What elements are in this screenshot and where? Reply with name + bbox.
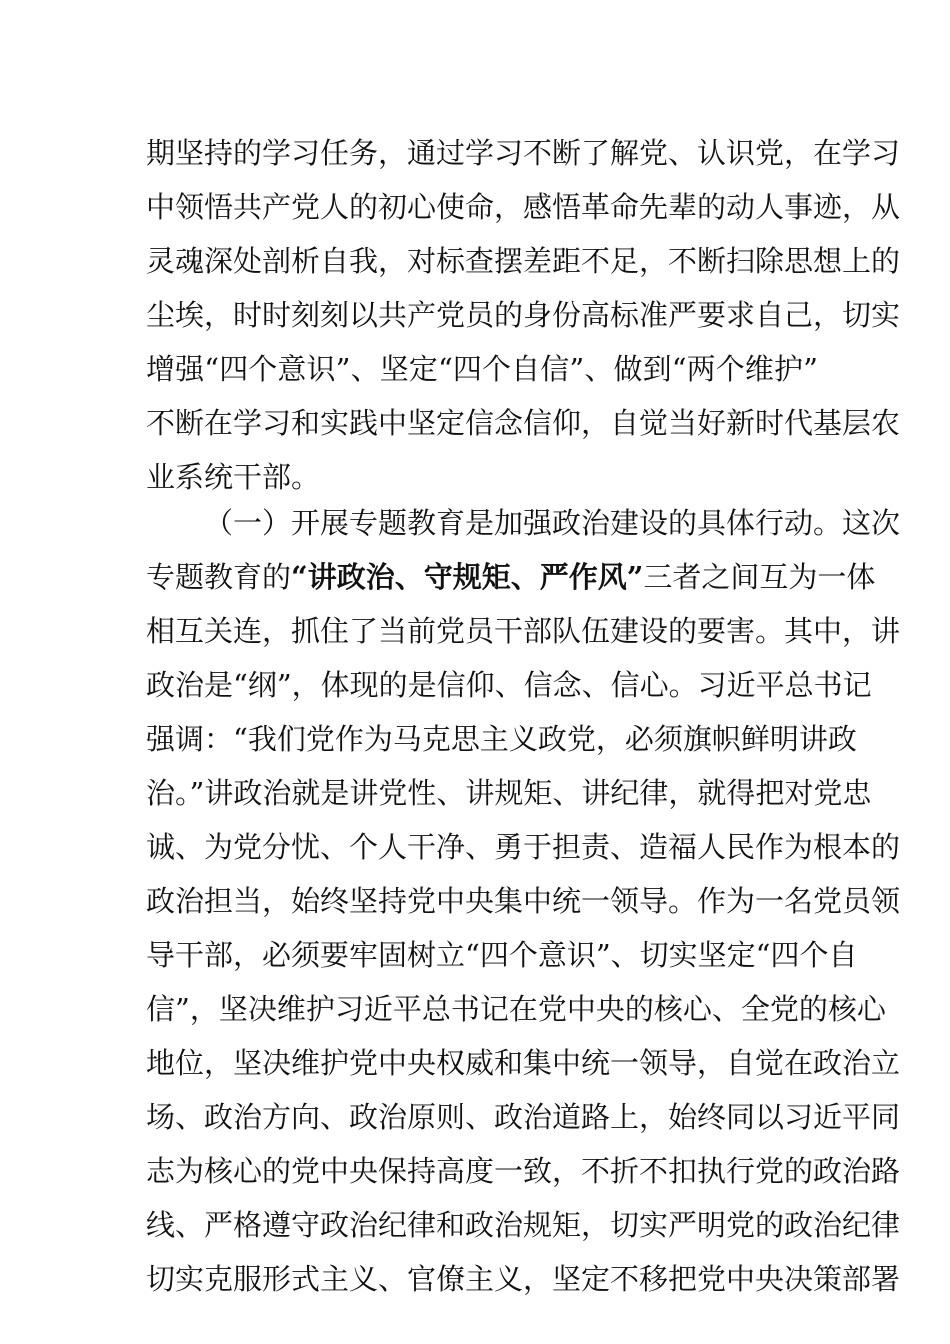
emphasis-text: “讲政治、守规矩、严作风”	[291, 560, 644, 594]
text-line: 相互关连，抓住了当前党员干部队伍建设的要害。其中，讲	[146, 614, 901, 648]
text-line: 治。”讲政治就是讲党性、讲规矩、讲纪律，就得把对党忠	[146, 776, 872, 810]
text-line: 期坚持的学习任务，通过学习不断了解党、认识党，在学习	[146, 136, 901, 170]
section-heading-line: （一）开展专题教育是加强政治建设的具体行动。这次	[204, 506, 901, 540]
text-line: 强调：“我们党作为马克思主义政党，必须旗帜鲜明讲政	[146, 722, 857, 756]
text-line: 中领悟共产党人的初心使命，感悟革命先辈的动人事迹，从	[146, 190, 901, 224]
text-line: 线、严格遵守政治纪律和政治规矩，切实严明党的政治纪律	[146, 1208, 901, 1242]
text-line: 政治是“纲”，体现的是信仰、信念、信心。习近平总书记	[146, 668, 872, 702]
text-line: 诚、为党分忧、个人干净、勇于担责、造福人民作为根本的	[146, 830, 901, 864]
text-line: 地位，坚决维护党中央权威和集中统一领导，自觉在政治立	[146, 1046, 901, 1080]
text-line: 尘埃，时时刻刻以共产党员的身份高标准严要求自己，切实	[146, 298, 901, 332]
text-line: 业系统干部。	[146, 460, 321, 494]
paragraph-2	[146, 496, 901, 1306]
text-run: 专题教育的	[146, 560, 292, 594]
text-line: 志为核心的党中央保持高度一致，不折不扣执行党的政治路	[146, 1154, 901, 1188]
text-line: 场、政治方向、政治原则、政治道路上，始终同以习近平同	[146, 1100, 901, 1134]
text-run: 三者之间互为一体	[643, 560, 876, 594]
text-line: 导干部，必须要牢固树立“四个意识”、切实坚定“四个自	[146, 938, 858, 972]
text-line: 增强“四个意识”、坚定“四个自信”、做到“两个维护”	[146, 352, 818, 386]
text-line: 信”，坚决维护习近平总书记在党中央的核心、全党的核心	[146, 992, 886, 1026]
text-line	[146, 550, 876, 604]
text-line: 政治担当，始终坚持党中央集中统一领导。作为一名党员领	[146, 884, 901, 918]
text-line: 灵魂深处剖析自我，对标查摆差距不足，不断扫除思想上的	[146, 244, 901, 278]
paragraph-1	[146, 126, 901, 504]
text-line: 切实克服形式主义、官僚主义，坚定不移把党中央决策部署	[146, 1262, 901, 1296]
text-line: 不断在学习和实践中坚定信念信仰，自觉当好新时代基层农	[146, 406, 901, 440]
